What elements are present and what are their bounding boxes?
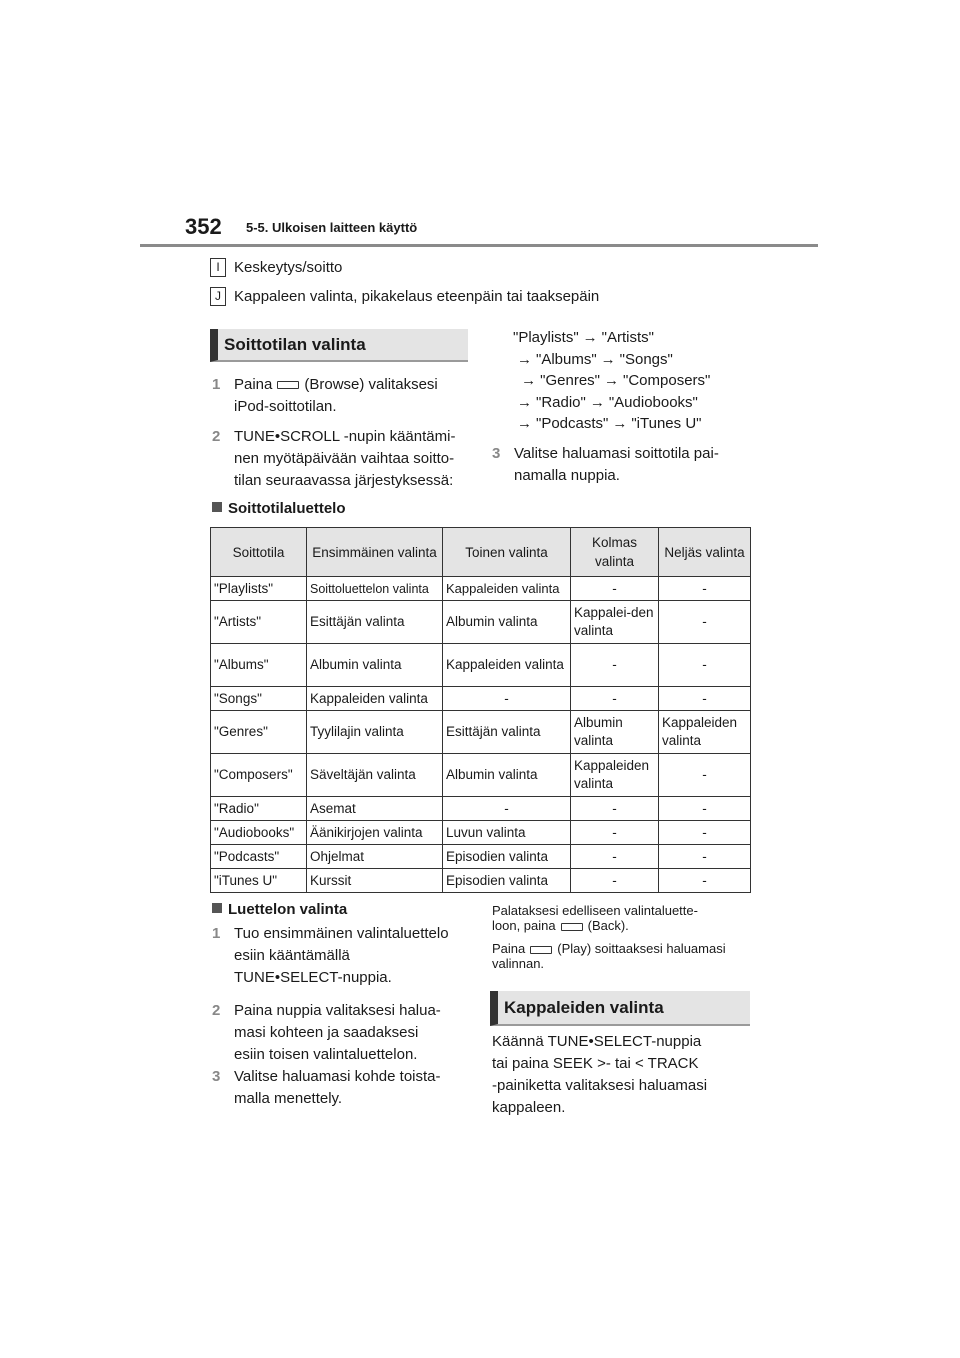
table-cell: "Audiobooks" bbox=[211, 821, 307, 845]
note-text: (Back). bbox=[587, 918, 629, 933]
table-cell: Albumin valinta bbox=[443, 754, 571, 797]
step-number: 1 bbox=[212, 376, 221, 393]
step-number: 2 bbox=[212, 1002, 221, 1019]
body-text: tai paina SEEK >- tai < TRACK bbox=[492, 1055, 699, 1072]
table-cell: "Radio" bbox=[211, 797, 307, 821]
arrow-right-icon: → bbox=[517, 350, 532, 368]
table-cell: "Playlists" bbox=[211, 577, 307, 601]
table-row bbox=[211, 687, 751, 711]
table-cell: - bbox=[659, 687, 751, 711]
step-text: esiin toisen valintaluettelon. bbox=[234, 1046, 418, 1063]
step-number: 2 bbox=[212, 428, 221, 445]
body-text: -painiketta valitaksesi haluamasi bbox=[492, 1077, 708, 1094]
body-text: kappaleen. bbox=[492, 1099, 566, 1116]
table-cell: Episodien valinta bbox=[443, 845, 571, 869]
column-header: Toinen valinta bbox=[443, 528, 571, 577]
step-number: 1 bbox=[212, 925, 221, 942]
table-row bbox=[211, 821, 751, 845]
arrow-right-icon: → bbox=[604, 372, 620, 389]
note-text: valinnan. bbox=[492, 956, 545, 971]
table-cell: - bbox=[659, 869, 751, 893]
key-legend-item bbox=[210, 258, 342, 277]
mode-name: "Albums" bbox=[536, 350, 597, 368]
table-header-row bbox=[211, 528, 751, 577]
arrow-right-icon: → bbox=[582, 329, 598, 346]
step-text: TUNE•SELECT-nuppia. bbox=[234, 969, 392, 986]
step-text: Valitse haluamasi soittotila pai- bbox=[514, 445, 719, 462]
table-subheading bbox=[212, 500, 346, 517]
step-text: Paina nuppia valitaksesi halua- bbox=[234, 1002, 441, 1019]
table-cell: - bbox=[571, 845, 659, 869]
table-cell: Albumin valinta bbox=[571, 711, 659, 754]
header-rule bbox=[140, 244, 818, 247]
table-cell: "Songs" bbox=[211, 687, 307, 711]
table-cell: Tyylilajin valinta bbox=[307, 711, 443, 754]
table-cell: - bbox=[659, 754, 751, 797]
step-text: nen myötäpäivään vaihtaa soitto- bbox=[234, 450, 455, 467]
table-cell: Kappaleiden valinta bbox=[571, 754, 659, 797]
mode-name: "Playlists" bbox=[513, 329, 579, 346]
body-text: Käännä TUNE•SELECT-nuppia bbox=[492, 1033, 702, 1050]
table-cell: - bbox=[571, 869, 659, 893]
table-cell: - bbox=[659, 644, 751, 687]
key-label-box: J bbox=[210, 287, 226, 306]
table-cell: Albumin valinta bbox=[443, 601, 571, 644]
mode-name: "Audiobooks" bbox=[608, 393, 698, 411]
key-legend-item bbox=[210, 287, 599, 306]
table-row bbox=[211, 601, 751, 644]
table-cell: Luvun valinta bbox=[443, 821, 571, 845]
arrow-right-icon: → bbox=[517, 393, 532, 411]
table-row bbox=[211, 711, 751, 754]
mode-name: "Radio" bbox=[536, 393, 586, 411]
step-text: Valitse haluamasi kohde toista- bbox=[234, 1068, 441, 1085]
step-number: 3 bbox=[492, 445, 501, 462]
table-row bbox=[211, 644, 751, 687]
table-cell: Esittäjän valinta bbox=[307, 601, 443, 644]
table-cell: - bbox=[571, 797, 659, 821]
table-cell: - bbox=[659, 601, 751, 644]
table-cell: Ohjelmat bbox=[307, 845, 443, 869]
list-subheading bbox=[212, 901, 347, 918]
column-header: Kolmas valinta bbox=[571, 528, 659, 577]
table-cell: "iTunes U" bbox=[211, 869, 307, 893]
list-step-3 bbox=[212, 1066, 472, 1110]
table-cell: - bbox=[659, 577, 751, 601]
mode-table bbox=[210, 527, 751, 893]
step-text: namalla nuppia. bbox=[514, 467, 620, 484]
table-cell: Kurssit bbox=[307, 869, 443, 893]
note-text: Palataksesi edelliseen valintaluette- bbox=[492, 903, 698, 918]
step-text: esiin kääntämällä bbox=[234, 947, 350, 964]
step-text: TUNE•SCROLL -nupin kääntämi- bbox=[234, 428, 456, 445]
step-text: masi kohteen ja saadaksesi bbox=[234, 1024, 419, 1041]
step-text: Tuo ensimmäinen valintaluettelo bbox=[234, 925, 449, 942]
table-cell: - bbox=[443, 797, 571, 821]
table-cell: Kappaleiden valinta bbox=[443, 577, 571, 601]
column-header: Soittotila bbox=[211, 528, 307, 577]
list-step-2 bbox=[212, 1000, 472, 1066]
track-instructions bbox=[492, 1031, 762, 1119]
table-cell: Albumin valinta bbox=[307, 644, 443, 687]
table-cell: - bbox=[659, 821, 751, 845]
table-cell: "Artists" bbox=[211, 601, 307, 644]
chapter-title: 5-5. Ulkoisen laitteen käyttö bbox=[246, 220, 418, 235]
note-text: Paina bbox=[492, 941, 526, 956]
mode-name: "Songs" bbox=[619, 350, 673, 368]
mode-name: "Genres" bbox=[540, 372, 601, 389]
step-text: tilan seuraavassa järjestyksessä: bbox=[234, 472, 454, 489]
table-cell: Kappaleiden valinta bbox=[307, 687, 443, 711]
table-cell: Soittoluettelon valinta bbox=[307, 577, 443, 601]
list-step-1 bbox=[212, 923, 472, 989]
key-description: Keskeytys/soitto bbox=[234, 259, 343, 276]
back-button-icon bbox=[561, 923, 583, 931]
section-heading-track: Kappaleiden valinta bbox=[490, 991, 750, 1026]
arrow-right-icon: → bbox=[589, 393, 605, 411]
subheading-text: Soittotilaluettelo bbox=[228, 500, 346, 517]
mode-step-1 bbox=[212, 374, 472, 418]
table-row bbox=[211, 577, 751, 601]
key-description: Kappaleen valinta, pikakelaus eteenpäin tai taaksepäin bbox=[234, 288, 600, 305]
mode-name: "Composers" bbox=[623, 372, 711, 389]
table-cell: - bbox=[659, 845, 751, 869]
table-cell: Asemat bbox=[307, 797, 443, 821]
table-row bbox=[211, 754, 751, 797]
step-text: iPod-soittotilan. bbox=[234, 398, 337, 415]
table-cell: - bbox=[659, 797, 751, 821]
table-cell: "Genres" bbox=[211, 711, 307, 754]
table-cell: - bbox=[443, 687, 571, 711]
table-cell: - bbox=[571, 687, 659, 711]
step-text: Paina bbox=[234, 376, 273, 393]
table-cell: Esittäjän valinta bbox=[443, 711, 571, 754]
column-header: Ensimmäinen valinta bbox=[307, 528, 443, 577]
subheading-text: Luettelon valinta bbox=[228, 901, 348, 918]
play-button-icon bbox=[530, 946, 552, 954]
table-row bbox=[211, 797, 751, 821]
mode-name: "Artists" bbox=[601, 329, 654, 346]
section-heading-mode: Soittotilan valinta bbox=[210, 329, 468, 362]
step-number: 3 bbox=[212, 1068, 221, 1085]
mode-order-list bbox=[513, 327, 710, 435]
arrow-right-icon: → bbox=[517, 415, 532, 432]
mode-step-2 bbox=[212, 426, 472, 492]
table-cell: "Podcasts" bbox=[211, 845, 307, 869]
arrow-right-icon: → bbox=[521, 372, 537, 389]
table-cell: "Composers" bbox=[211, 754, 307, 797]
play-note bbox=[492, 941, 754, 971]
browse-button-icon bbox=[277, 381, 299, 389]
table-cell: Episodien valinta bbox=[443, 869, 571, 893]
table-cell: Säveltäjän valinta bbox=[307, 754, 443, 797]
page-number: 352 bbox=[185, 214, 222, 239]
table-cell: - bbox=[571, 821, 659, 845]
table-cell: Kappaleiden valinta bbox=[659, 711, 751, 754]
table-cell: "Albums" bbox=[211, 644, 307, 687]
arrow-right-icon: → bbox=[600, 350, 616, 368]
table-row bbox=[211, 869, 751, 893]
table-cell: - bbox=[571, 644, 659, 687]
square-bullet-icon bbox=[212, 502, 222, 512]
table-cell: - bbox=[571, 577, 659, 601]
table-cell: Äänikirjojen valinta bbox=[307, 821, 443, 845]
step-text: malla menettely. bbox=[234, 1090, 343, 1107]
step-text: (Browse) valitaksesi bbox=[304, 376, 438, 393]
key-label-box: I bbox=[210, 258, 226, 277]
mode-name: "Podcasts" bbox=[536, 415, 609, 432]
column-header: Neljäs valinta bbox=[659, 528, 751, 577]
table-row bbox=[211, 845, 751, 869]
back-note bbox=[492, 903, 754, 933]
table-cell: Kappaleiden valinta bbox=[443, 644, 571, 687]
square-bullet-icon bbox=[212, 903, 222, 913]
mode-step-3 bbox=[492, 443, 762, 487]
note-text: loon, paina bbox=[492, 918, 556, 933]
arrow-right-icon: → bbox=[612, 415, 628, 432]
mode-name: "iTunes U" bbox=[631, 415, 702, 432]
note-text: (Play) soittaaksesi haluamasi bbox=[557, 941, 726, 956]
table-cell: Kappalei-den valinta bbox=[571, 601, 659, 644]
